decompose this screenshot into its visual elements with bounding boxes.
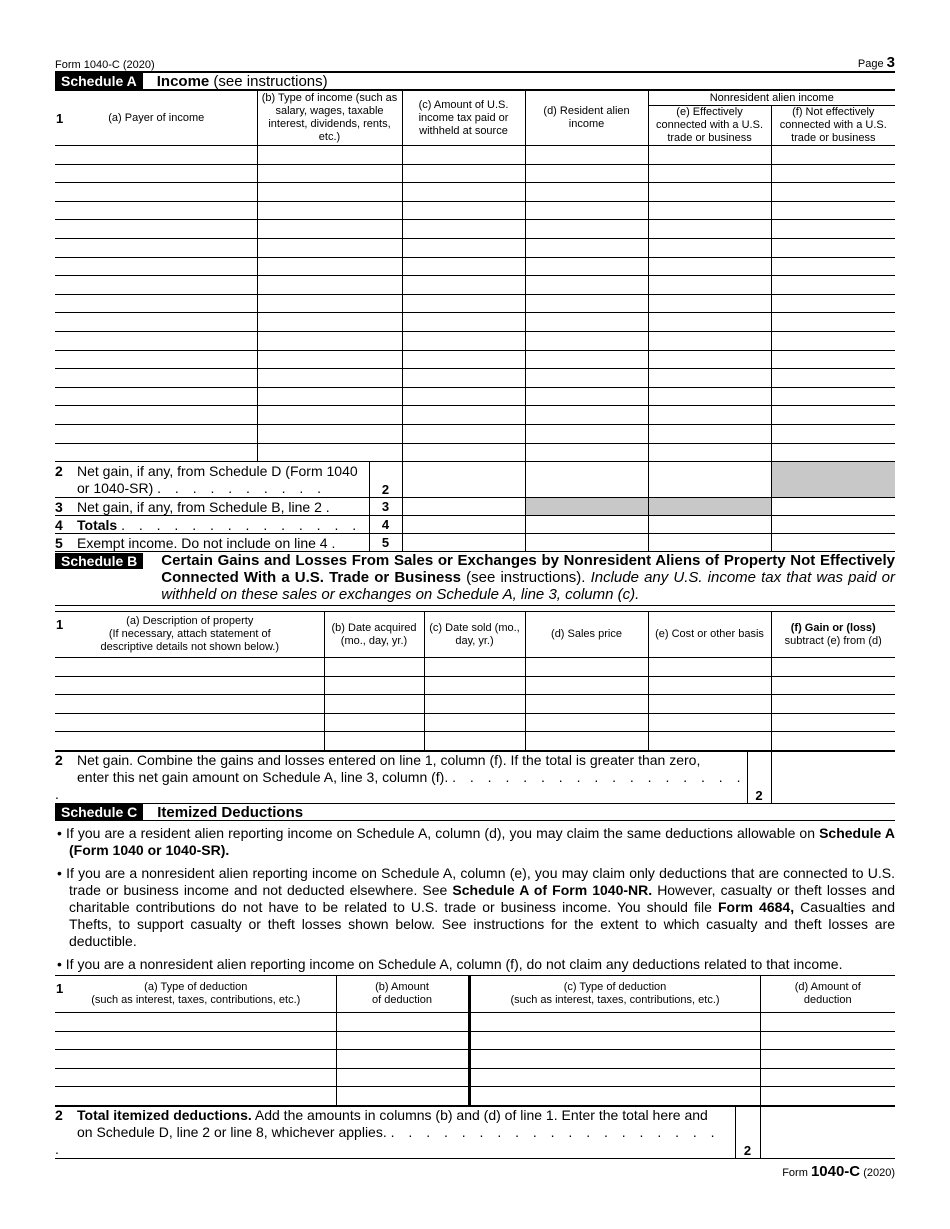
resident-income-cell[interactable] <box>525 164 648 183</box>
not-effectively-connected-cell[interactable] <box>771 294 895 313</box>
payer-cell[interactable] <box>55 424 257 443</box>
table-row <box>55 1031 895 1050</box>
resident-income-cell[interactable] <box>525 424 648 443</box>
deduction-amount-b-cell[interactable] <box>336 1050 469 1069</box>
payer-cell[interactable] <box>55 331 257 350</box>
tax-withheld-cell[interactable] <box>402 406 525 425</box>
line-4-col-d[interactable] <box>525 516 648 534</box>
table-row <box>55 1050 895 1069</box>
b-col-e-header: (e) Cost or other basis <box>648 612 771 658</box>
deduction-amount-b-cell[interactable] <box>336 1013 469 1032</box>
payer-cell[interactable] <box>55 406 257 425</box>
effectively-connected-cell[interactable] <box>648 276 771 295</box>
resident-income-cell[interactable] <box>525 350 648 369</box>
line-2-col-c[interactable] <box>402 462 525 498</box>
c-col-b-header: (b) Amount of deduction <box>336 976 469 1013</box>
tax-withheld-cell[interactable] <box>402 201 525 220</box>
page-footer: Form 1040-C (2020) <box>782 1163 895 1181</box>
line-5-box: 5 <box>369 534 402 552</box>
income-type-cell[interactable] <box>257 406 402 425</box>
schedule-c-bullet-2: • If you are a nonresident alien reporting income on Schedule A, column (e), you may claim only deductions that are connected to U.S. trade or business income and not deducted elsewhere. See Schedule A of Form 1040-NR. However, casualty or theft losses and charitable contributions do not have to be related to U.S. trade or business income. You should file Form 4684, Casualties and Thefts, to support casualty or theft losses shown below. See instructions for the extent to which casualty and theft losses are deductible. <box>57 865 896 950</box>
tax-withheld-cell[interactable] <box>402 164 525 183</box>
effectively-connected-cell[interactable] <box>648 201 771 220</box>
col-d-header: (d) Resident alien income <box>525 91 648 146</box>
payer-cell[interactable] <box>55 350 257 369</box>
payer-cell[interactable] <box>55 238 257 257</box>
table-row <box>55 164 895 183</box>
line-3-col-f[interactable] <box>771 498 895 516</box>
line-5-col-e[interactable] <box>648 534 771 552</box>
resident-income-cell[interactable] <box>525 387 648 406</box>
resident-income-cell[interactable] <box>525 294 648 313</box>
line-2-col-d[interactable] <box>525 462 648 498</box>
tax-withheld-cell[interactable] <box>402 294 525 313</box>
income-type-cell[interactable] <box>257 424 402 443</box>
tax-withheld-cell[interactable] <box>402 257 525 276</box>
schedule-c-bullet-1: • If you are a resident alien reporting income on Schedule A, column (d), you may claim the same deductions allowable on Schedule A (Form 1040 or 1040-SR). <box>57 825 895 859</box>
effectively-connected-cell[interactable] <box>648 146 771 165</box>
effectively-connected-cell[interactable] <box>648 406 771 425</box>
resident-income-cell[interactable] <box>525 406 648 425</box>
c-col-d-header: (d) Amount of deduction <box>760 976 895 1013</box>
schedule-b-table <box>55 611 895 751</box>
cost-basis-cell[interactable] <box>648 732 771 751</box>
resident-income-cell[interactable] <box>525 146 648 165</box>
line-3-col-c[interactable] <box>402 498 525 516</box>
sales-price-cell[interactable] <box>525 676 648 695</box>
line-2-label: 2 Net gain, if any, from Schedule D (Form 1040 or 1040-SR) . . . . . . . . . . <box>55 462 369 498</box>
c-line-2-box: 2 <box>735 1107 760 1159</box>
tax-withheld-cell[interactable] <box>402 387 525 406</box>
schedule-c-title: Itemized Deductions <box>157 803 304 821</box>
line-4-col-e[interactable] <box>648 516 771 534</box>
schedule-c-line-2 <box>55 1106 895 1159</box>
resident-income-cell[interactable] <box>525 257 648 276</box>
tax-withheld-cell[interactable] <box>402 276 525 295</box>
table-row <box>55 424 895 443</box>
tax-withheld-cell[interactable] <box>402 146 525 165</box>
gain-loss-cell[interactable] <box>771 695 895 714</box>
table-row <box>55 443 895 462</box>
table-row <box>55 220 895 239</box>
income-type-cell[interactable] <box>257 257 402 276</box>
c-col-c-header: (c) Type of deduction (such as interest, taxes, contributions, etc.) <box>469 976 760 1013</box>
sales-price-cell[interactable] <box>525 732 648 751</box>
schedule-c-tag: Schedule C <box>55 804 143 820</box>
tax-withheld-cell[interactable] <box>402 331 525 350</box>
deduction-type-c-cell[interactable] <box>469 1068 760 1087</box>
col-c-header: (c) Amount of U.S. income tax paid or withheld at source <box>402 91 525 146</box>
gain-loss-cell[interactable] <box>771 713 895 732</box>
schedule-b-title: Certain Gains and Losses From Sales or Exchanges by Nonresident Aliens of Property Not Effectively Connected With a U.S. Trade or Business (see instructions). Include any U.S. income tax that was paid or withheld on these sales or exchanges on Schedule A, line 3, column (c). <box>161 552 895 604</box>
not-effectively-connected-cell[interactable] <box>771 387 895 406</box>
schedule-c-header <box>55 804 895 821</box>
tax-withheld-cell[interactable] <box>402 238 525 257</box>
date-sold-cell[interactable] <box>424 713 525 732</box>
line-4-box: 4 <box>369 516 402 534</box>
deduction-type-a-cell[interactable] <box>55 1013 336 1032</box>
deduction-amount-b-cell[interactable] <box>336 1031 469 1050</box>
not-effectively-connected-cell[interactable] <box>771 331 895 350</box>
table-row <box>55 1087 895 1106</box>
cost-basis-cell[interactable] <box>648 695 771 714</box>
effectively-connected-cell[interactable] <box>648 387 771 406</box>
line-3-label: 3 Net gain, if any, from Schedule B, line 2 . <box>55 498 369 516</box>
table-row <box>55 369 895 388</box>
deduction-type-c-cell[interactable] <box>469 1013 760 1032</box>
property-description-cell[interactable] <box>55 658 324 677</box>
deduction-type-a-cell[interactable] <box>55 1031 336 1050</box>
date-sold-cell[interactable] <box>424 676 525 695</box>
sales-price-cell[interactable] <box>525 658 648 677</box>
b-line-2-label: 2 Net gain. Combine the gains and losses entered on line 1, column (f). If the total is greater than zero, enter this net gain amount on Schedule A, line 3, column (f). . . . . . . . . . . . . . . . . . . <box>55 752 746 803</box>
resident-income-cell[interactable] <box>525 443 648 462</box>
property-description-cell[interactable] <box>55 695 324 714</box>
resident-income-cell[interactable] <box>525 220 648 239</box>
line-5-col-c[interactable] <box>402 534 525 552</box>
not-effectively-connected-cell[interactable] <box>771 406 895 425</box>
table-row <box>55 406 895 425</box>
effectively-connected-cell[interactable] <box>648 238 771 257</box>
income-type-cell[interactable] <box>257 146 402 165</box>
cost-basis-cell[interactable] <box>648 713 771 732</box>
date-sold-cell[interactable] <box>424 732 525 751</box>
payer-cell[interactable] <box>55 294 257 313</box>
deduction-type-a-cell[interactable] <box>55 1068 336 1087</box>
tax-withheld-cell[interactable] <box>402 183 525 202</box>
not-effectively-connected-cell[interactable] <box>771 164 895 183</box>
not-effectively-connected-cell[interactable] <box>771 369 895 388</box>
table-row <box>55 658 895 677</box>
income-type-cell[interactable] <box>257 183 402 202</box>
line-3-box: 3 <box>369 498 402 516</box>
table-row <box>55 1068 895 1087</box>
not-effectively-connected-cell[interactable] <box>771 313 895 332</box>
deduction-amount-d-cell[interactable] <box>760 1013 895 1032</box>
not-effectively-connected-cell[interactable] <box>771 220 895 239</box>
deduction-amount-d-cell[interactable] <box>760 1087 895 1106</box>
resident-income-cell[interactable] <box>525 201 648 220</box>
schedule-a-title: Income (see instructions) <box>156 72 328 90</box>
resident-income-cell[interactable] <box>525 238 648 257</box>
b-col-d-header: (d) Sales price <box>525 612 648 658</box>
effectively-connected-cell[interactable] <box>648 313 771 332</box>
not-effectively-connected-cell[interactable] <box>771 443 895 462</box>
date-acquired-cell[interactable] <box>324 695 424 714</box>
tax-withheld-cell[interactable] <box>402 443 525 462</box>
deduction-type-a-cell[interactable] <box>55 1087 336 1106</box>
schedule-a-tag: Schedule A <box>55 73 143 89</box>
line-5-col-d[interactable] <box>525 534 648 552</box>
table-row <box>55 350 895 369</box>
b-col-a-header: 1 (a) Description of property (If necessary, attach statement of descriptive details not shown below.) <box>55 612 324 658</box>
table-row <box>55 238 895 257</box>
line-2-col-f-shaded <box>771 462 895 498</box>
cost-basis-cell[interactable] <box>648 658 771 677</box>
property-description-cell[interactable] <box>55 713 324 732</box>
schedule-a-header <box>55 73 895 90</box>
deduction-type-a-cell[interactable] <box>55 1050 336 1069</box>
income-type-cell[interactable] <box>257 294 402 313</box>
form-page <box>55 55 895 1180</box>
effectively-connected-cell[interactable] <box>648 164 771 183</box>
deduction-type-c-cell[interactable] <box>469 1031 760 1050</box>
payer-cell[interactable] <box>55 146 257 165</box>
schedule-a-table <box>55 90 895 552</box>
date-sold-cell[interactable] <box>424 695 525 714</box>
not-effectively-connected-cell[interactable] <box>771 238 895 257</box>
tax-withheld-cell[interactable] <box>402 424 525 443</box>
income-type-cell[interactable] <box>257 443 402 462</box>
schedule-b-tag: Schedule B <box>55 553 143 569</box>
c-col-a-header: 1 (a) Type of deduction (such as interest, taxes, contributions, etc.) <box>55 976 336 1013</box>
table-row <box>55 695 895 714</box>
b-line-2-amount[interactable] <box>771 752 895 804</box>
effectively-connected-cell[interactable] <box>648 257 771 276</box>
table-row <box>55 257 895 276</box>
property-description-cell[interactable] <box>55 732 324 751</box>
gain-loss-cell[interactable] <box>771 658 895 677</box>
payer-cell[interactable] <box>55 313 257 332</box>
payer-cell[interactable] <box>55 220 257 239</box>
resident-income-cell[interactable] <box>525 183 648 202</box>
effectively-connected-cell[interactable] <box>648 331 771 350</box>
table-row <box>55 713 895 732</box>
effectively-connected-cell[interactable] <box>648 183 771 202</box>
line-3-col-d-shaded <box>525 498 648 516</box>
effectively-connected-cell[interactable] <box>648 294 771 313</box>
line-5-col-f[interactable] <box>771 534 895 552</box>
table-row <box>55 201 895 220</box>
effectively-connected-cell[interactable] <box>648 350 771 369</box>
tax-withheld-cell[interactable] <box>402 369 525 388</box>
deduction-amount-d-cell[interactable] <box>760 1068 895 1087</box>
cost-basis-cell[interactable] <box>648 676 771 695</box>
effectively-connected-cell[interactable] <box>648 424 771 443</box>
sales-price-cell[interactable] <box>525 713 648 732</box>
property-description-cell[interactable] <box>55 676 324 695</box>
schedule-c-bullet-3: • If you are a nonresident alien reporting income on Schedule A, column (f), do not claim any deductions related to that income. <box>57 956 843 973</box>
b-line-2-box: 2 <box>747 752 771 804</box>
line-4-col-f[interactable] <box>771 516 895 534</box>
line-5-label: 5 Exempt income. Do not include on line 4 . <box>55 534 369 552</box>
line-4-col-c[interactable] <box>402 516 525 534</box>
page-header <box>55 55 895 71</box>
income-type-cell[interactable] <box>257 350 402 369</box>
table-row <box>55 276 895 295</box>
table-row <box>55 146 895 165</box>
payer-cell[interactable] <box>55 443 257 462</box>
gain-loss-cell[interactable] <box>771 676 895 695</box>
table-row <box>55 387 895 406</box>
gain-loss-cell[interactable] <box>771 732 895 751</box>
deduction-type-c-cell[interactable] <box>469 1050 760 1069</box>
resident-income-cell[interactable] <box>525 276 648 295</box>
date-acquired-cell[interactable] <box>324 732 424 751</box>
payer-cell[interactable] <box>55 201 257 220</box>
deduction-type-c-cell[interactable] <box>469 1087 760 1106</box>
effectively-connected-cell[interactable] <box>648 369 771 388</box>
payer-cell[interactable] <box>55 276 257 295</box>
income-type-cell[interactable] <box>257 387 402 406</box>
deduction-amount-b-cell[interactable] <box>336 1087 469 1106</box>
income-type-cell[interactable] <box>257 164 402 183</box>
not-effectively-connected-cell[interactable] <box>771 201 895 220</box>
tax-withheld-cell[interactable] <box>402 350 525 369</box>
income-type-cell[interactable] <box>257 201 402 220</box>
payer-cell[interactable] <box>55 164 257 183</box>
income-type-cell[interactable] <box>257 238 402 257</box>
effectively-connected-cell[interactable] <box>648 220 771 239</box>
c-line-2-amount[interactable] <box>760 1107 895 1159</box>
deduction-amount-d-cell[interactable] <box>760 1050 895 1069</box>
line-2-box: 2 <box>369 462 402 498</box>
resident-income-cell[interactable] <box>525 313 648 332</box>
not-effectively-connected-cell[interactable] <box>771 183 895 202</box>
not-effectively-connected-cell[interactable] <box>771 350 895 369</box>
form-reference: Form 1040-C (2020) <box>55 59 155 71</box>
payer-cell[interactable] <box>55 369 257 388</box>
income-type-cell[interactable] <box>257 276 402 295</box>
table-row <box>55 732 895 751</box>
not-effectively-connected-cell[interactable] <box>771 276 895 295</box>
table-row <box>55 313 895 332</box>
nonresident-group-header: Nonresident alien income <box>648 91 895 106</box>
line-4-label: 4 Totals . . . . . . . . . . . . . . <box>55 516 369 534</box>
table-row <box>55 331 895 350</box>
resident-income-cell[interactable] <box>525 369 648 388</box>
not-effectively-connected-cell[interactable] <box>771 146 895 165</box>
resident-income-cell[interactable] <box>525 331 648 350</box>
table-row <box>55 294 895 313</box>
date-acquired-cell[interactable] <box>324 658 424 677</box>
b-col-c-header: (c) Date sold (mo., day, yr.) <box>424 612 525 658</box>
tax-withheld-cell[interactable] <box>402 313 525 332</box>
sales-price-cell[interactable] <box>525 695 648 714</box>
income-type-cell[interactable] <box>257 220 402 239</box>
col-b-header: (b) Type of income (such as salary, wages, taxable interest, dividends, rents, etc.) <box>257 91 402 146</box>
table-row <box>55 1013 895 1032</box>
page-indicator: Page 3 <box>857 54 895 71</box>
deduction-amount-d-cell[interactable] <box>760 1031 895 1050</box>
payer-cell[interactable] <box>55 387 257 406</box>
date-sold-cell[interactable] <box>424 658 525 677</box>
effectively-connected-cell[interactable] <box>648 443 771 462</box>
date-acquired-cell[interactable] <box>324 676 424 695</box>
schedule-c-table <box>55 975 895 1106</box>
table-row <box>55 183 895 202</box>
income-type-cell[interactable] <box>257 331 402 350</box>
b-col-f-header: (f) Gain or (loss) subtract (e) from (d) <box>771 612 895 658</box>
schedule-b-header <box>55 552 895 606</box>
payer-cell[interactable] <box>55 183 257 202</box>
schedule-b-line-2 <box>55 751 895 804</box>
col-a-header: 1 (a) Payer of income <box>55 91 257 146</box>
line-3-col-e-shaded <box>648 498 771 516</box>
not-effectively-connected-cell[interactable] <box>771 257 895 276</box>
income-type-cell[interactable] <box>257 369 402 388</box>
col-e-header: (e) Effectively connected with a U.S. trade or business <box>648 106 771 146</box>
not-effectively-connected-cell[interactable] <box>771 424 895 443</box>
col-f-header: (f) Not effectively connected with a U.S. trade or business <box>771 106 895 146</box>
payer-cell[interactable] <box>55 257 257 276</box>
income-type-cell[interactable] <box>257 313 402 332</box>
tax-withheld-cell[interactable] <box>402 220 525 239</box>
date-acquired-cell[interactable] <box>324 713 424 732</box>
deduction-amount-b-cell[interactable] <box>336 1068 469 1087</box>
line-2-col-e[interactable] <box>648 462 771 498</box>
table-row <box>55 676 895 695</box>
b-col-b-header: (b) Date acquired (mo., day, yr.) <box>324 612 424 658</box>
c-line-2-label: 2 Total itemized deductions. Add the amounts in columns (b) and (d) of line 1. Enter the total here and on Schedule D, line 2 or line 8, whichever applies. . . . . . . . . . . . . . . . . . . . . <box>55 1107 735 1159</box>
